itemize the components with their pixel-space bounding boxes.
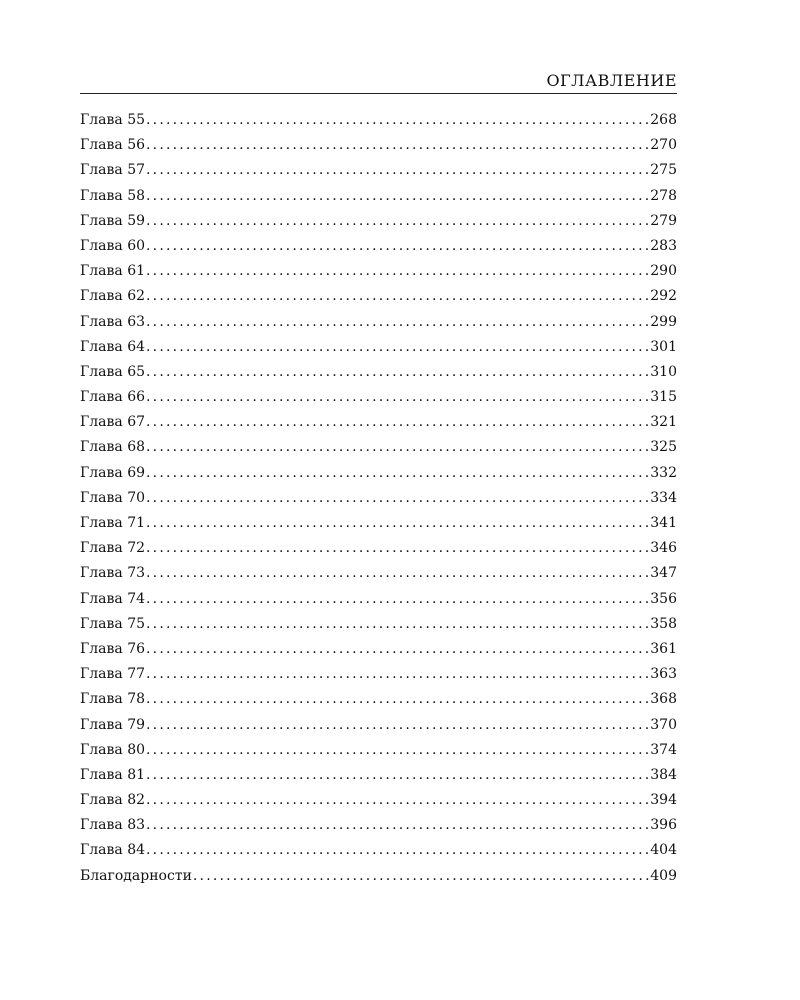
toc-dot-leader bbox=[146, 662, 649, 687]
toc-dot-leader bbox=[146, 234, 649, 259]
toc-entry-page: 358 bbox=[650, 615, 677, 632]
table-of-contents bbox=[80, 108, 677, 889]
toc-entry[interactable] bbox=[80, 713, 677, 738]
header-divider bbox=[80, 93, 677, 94]
toc-entry[interactable] bbox=[80, 410, 677, 435]
toc-dot-leader bbox=[193, 864, 649, 889]
toc-entry[interactable] bbox=[80, 813, 677, 838]
toc-entry-title: Глава 76 bbox=[80, 640, 146, 657]
toc-entry-page: 334 bbox=[650, 489, 677, 506]
toc-entry-page: 374 bbox=[650, 741, 677, 758]
toc-entry-title: Глава 78 bbox=[80, 691, 146, 708]
toc-entry[interactable] bbox=[80, 662, 677, 687]
toc-entry[interactable] bbox=[80, 461, 677, 486]
toc-entry-page: 299 bbox=[650, 313, 677, 330]
toc-entry-page: 368 bbox=[650, 691, 677, 708]
toc-entry-title: Глава 80 bbox=[80, 741, 146, 758]
toc-entry-title: Глава 79 bbox=[80, 716, 146, 733]
toc-dot-leader bbox=[146, 209, 649, 234]
toc-entry-title: Глава 74 bbox=[80, 590, 146, 607]
toc-entry-page: 290 bbox=[650, 263, 677, 280]
toc-entry-page: 404 bbox=[650, 842, 677, 859]
toc-entry[interactable] bbox=[80, 561, 677, 586]
toc-dot-leader bbox=[146, 763, 649, 788]
toc-entry-title: Глава 59 bbox=[80, 212, 146, 229]
toc-dot-leader bbox=[146, 738, 649, 763]
toc-entry-title: Глава 62 bbox=[80, 288, 146, 305]
toc-entry[interactable] bbox=[80, 133, 677, 158]
toc-dot-leader bbox=[146, 335, 649, 360]
toc-entry-title: Глава 64 bbox=[80, 338, 146, 355]
toc-entry[interactable] bbox=[80, 612, 677, 637]
toc-dot-leader bbox=[146, 536, 649, 561]
toc-entry-title: Глава 83 bbox=[80, 817, 146, 834]
toc-entry-page: 268 bbox=[650, 112, 677, 128]
toc-dot-leader bbox=[146, 461, 649, 486]
toc-entry-title: Глава 75 bbox=[80, 615, 146, 632]
toc-entry-page: 396 bbox=[650, 817, 677, 834]
toc-entry-title: Глава 72 bbox=[80, 540, 146, 557]
toc-dot-leader bbox=[146, 687, 649, 712]
toc-dot-leader bbox=[146, 788, 649, 813]
toc-entry[interactable] bbox=[80, 158, 677, 183]
toc-dot-leader bbox=[146, 133, 649, 158]
toc-dot-leader bbox=[146, 259, 649, 284]
toc-entry[interactable] bbox=[80, 486, 677, 511]
toc-entry[interactable] bbox=[80, 209, 677, 234]
toc-entry[interactable] bbox=[80, 687, 677, 712]
toc-entry[interactable] bbox=[80, 259, 677, 284]
toc-dot-leader bbox=[146, 385, 649, 410]
toc-entry-page: 347 bbox=[650, 565, 677, 582]
toc-entry-title: Благодарности bbox=[80, 867, 192, 884]
toc-dot-leader bbox=[146, 587, 649, 612]
toc-entry-page: 361 bbox=[650, 640, 677, 657]
toc-entry-title: Глава 58 bbox=[80, 187, 146, 204]
toc-entry-title: Глава 57 bbox=[80, 162, 146, 179]
toc-entry-title: Глава 67 bbox=[80, 414, 146, 431]
toc-entry-title: Глава 82 bbox=[80, 792, 146, 809]
toc-entry-title: Глава 70 bbox=[80, 489, 146, 506]
toc-entry-title: Глава 71 bbox=[80, 515, 146, 531]
toc-entry-page: 301 bbox=[650, 338, 677, 355]
toc-entry[interactable] bbox=[80, 864, 677, 889]
toc-entry-page: 332 bbox=[650, 464, 677, 481]
toc-entry-title: Глава 66 bbox=[80, 389, 146, 406]
toc-entry-page: 283 bbox=[650, 237, 677, 254]
toc-entry-page: 279 bbox=[650, 212, 677, 229]
toc-dot-leader bbox=[146, 511, 649, 536]
toc-entry[interactable] bbox=[80, 838, 677, 863]
toc-dot-leader bbox=[146, 838, 649, 863]
toc-dot-leader bbox=[146, 813, 649, 838]
toc-dot-leader bbox=[146, 360, 649, 385]
toc-entry[interactable] bbox=[80, 536, 677, 561]
toc-entry[interactable] bbox=[80, 234, 677, 259]
toc-entry-page: 278 bbox=[650, 187, 677, 204]
toc-entry[interactable] bbox=[80, 108, 677, 133]
toc-entry-title: Глава 69 bbox=[80, 464, 146, 481]
toc-entry-title: Глава 60 bbox=[80, 237, 146, 254]
toc-entry[interactable] bbox=[80, 637, 677, 662]
toc-dot-leader bbox=[146, 637, 649, 662]
toc-dot-leader bbox=[146, 486, 649, 511]
toc-entry-page: 384 bbox=[650, 766, 677, 783]
toc-dot-leader bbox=[146, 158, 649, 183]
toc-entry[interactable] bbox=[80, 184, 677, 209]
toc-entry-page: 275 bbox=[650, 162, 677, 179]
toc-entry-title: Глава 68 bbox=[80, 439, 146, 456]
toc-entry-page: 346 bbox=[650, 540, 677, 557]
toc-entry[interactable] bbox=[80, 763, 677, 788]
toc-entry-page: 270 bbox=[650, 137, 677, 154]
toc-entry-title: Глава 73 bbox=[80, 565, 146, 582]
toc-dot-leader bbox=[146, 612, 649, 637]
toc-entry-title: Глава 77 bbox=[80, 666, 146, 683]
toc-entry[interactable] bbox=[80, 587, 677, 612]
toc-entry-page: 394 bbox=[650, 792, 677, 809]
toc-entry-page: 325 bbox=[650, 439, 677, 456]
page-header-title: ОГЛАВЛЕНИЕ bbox=[546, 71, 677, 90]
toc-entry-title: Глава 56 bbox=[80, 137, 146, 154]
toc-entry-page: 363 bbox=[650, 666, 677, 683]
toc-entry-page: 370 bbox=[650, 716, 677, 733]
toc-entry-page: 341 bbox=[650, 515, 677, 531]
toc-entry[interactable] bbox=[80, 511, 677, 536]
toc-entry[interactable] bbox=[80, 284, 677, 309]
toc-entry-title: Глава 61 bbox=[80, 263, 146, 280]
toc-entry-title: Глава 81 bbox=[80, 766, 146, 783]
toc-dot-leader bbox=[146, 713, 649, 738]
toc-entry-page: 292 bbox=[650, 288, 677, 305]
toc-dot-leader bbox=[146, 435, 649, 460]
toc-entry-page: 310 bbox=[650, 363, 677, 380]
toc-entry-title: Глава 55 bbox=[80, 112, 146, 128]
toc-entry-title: Глава 63 bbox=[80, 313, 146, 330]
toc-entry[interactable] bbox=[80, 360, 677, 385]
toc-entry-title: Глава 65 bbox=[80, 363, 146, 380]
toc-entry[interactable] bbox=[80, 335, 677, 360]
toc-entry[interactable] bbox=[80, 310, 677, 335]
toc-dot-leader bbox=[146, 410, 649, 435]
toc-entry[interactable] bbox=[80, 738, 677, 763]
toc-entry[interactable] bbox=[80, 435, 677, 460]
toc-entry-title: Глава 84 bbox=[80, 842, 146, 859]
toc-entry[interactable] bbox=[80, 385, 677, 410]
toc-entry-page: 356 bbox=[650, 590, 677, 607]
toc-entry-page: 315 bbox=[650, 389, 677, 406]
toc-dot-leader bbox=[146, 184, 649, 209]
toc-entry[interactable] bbox=[80, 788, 677, 813]
toc-entry-page: 321 bbox=[650, 414, 677, 431]
toc-dot-leader bbox=[146, 310, 649, 335]
toc-entry-page: 409 bbox=[650, 867, 677, 884]
toc-dot-leader bbox=[146, 108, 649, 133]
toc-dot-leader bbox=[146, 561, 649, 586]
toc-dot-leader bbox=[146, 284, 649, 309]
